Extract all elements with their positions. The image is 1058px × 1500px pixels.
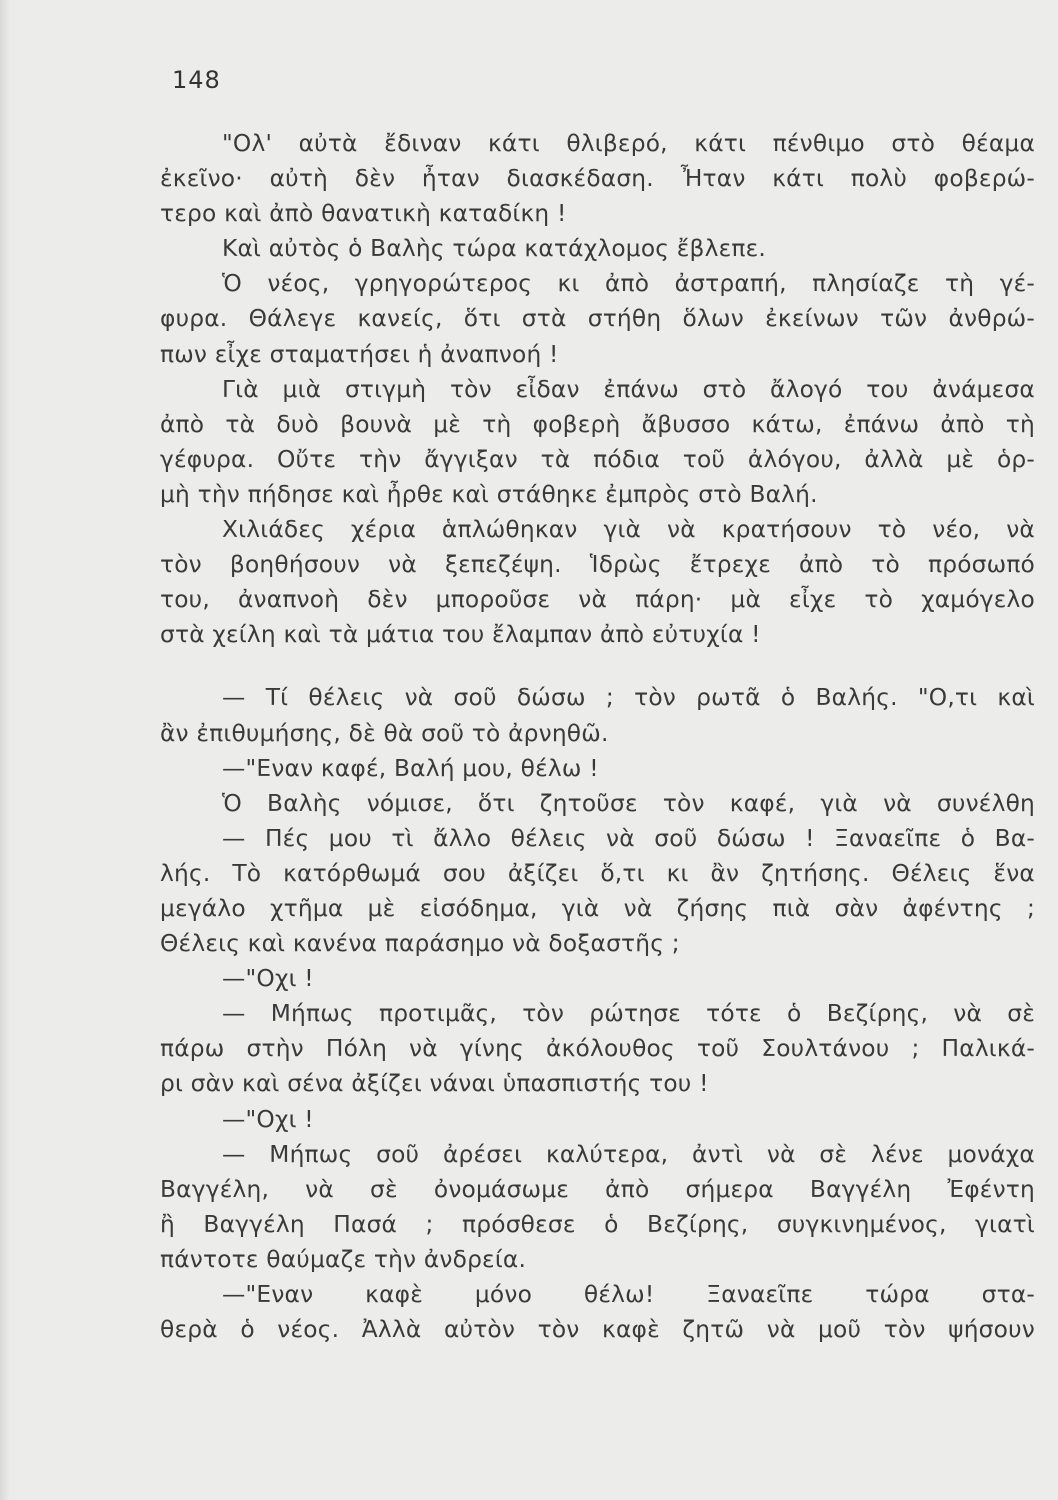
text-line: Καὶ αὐτὸς ὁ Βαλὴς τώρα κατάχλομος ἔβλεπε.: [222, 235, 767, 263]
text-line: "Ολ' αὐτὰ ἔδιναν κάτι θλιβερό, κάτι πένθιμο στὸ θέαμα: [222, 130, 1035, 157]
text-line: —"Οχι !: [222, 965, 314, 993]
text-line: Χιλιάδες χέρια ἁπλώθηκαν γιὰ νὰ κρατήσουν τὸ νέο, νὰ: [222, 516, 1035, 544]
text-line: —"Εναν καφέ, Βαλή μου, θέλω !: [222, 754, 599, 782]
text-line: —"Εναν καφὲ μόνο θέλω! Ξαναεῖπε τώρα στα-: [222, 1281, 1035, 1308]
text-line: φυρα. Θάλεγε κανείς, ὅτι στὰ στήθη ὅλων ἐκείνων τῶν ἀνθρώ-: [160, 305, 1035, 333]
text-line: λής. Τὸ κατόρθωμά σου ἀξίζει ὅ,τι κι ἂν ζητήσης. Θέλεις ἕνα: [160, 859, 1035, 887]
text-line: θερὰ ὁ νέος. Ἀλλὰ αὐτὸν τὸν καφὲ ζητῶ νὰ μοῦ τὸν ψήσουν: [160, 1316, 1035, 1344]
text-line: πάντοτε θαύμαζε τὴν ἀνδρεία.: [160, 1245, 527, 1273]
body-text: [160, 126, 1035, 1347]
text-line: Γιὰ μιὰ στιγμὴ τὸν εἶδαν ἐπάνω στὸ ἄλογό του ἀνάμεσα: [222, 375, 1035, 403]
text-line: τὸν βοηθήσουν νὰ ξεπεζέψη. Ἱδρὼς ἔτρεχε ἀπὸ τὸ πρόσωπό: [160, 551, 1035, 579]
page-number: 148: [172, 66, 221, 94]
page-binding-edge: [0, 0, 10, 1500]
text-line: γέφυρα. Οὔτε τὴν ἄγγιξαν τὰ πόδια τοῦ ἀλόγου, ἀλλὰ μὲ ὁρ-: [160, 445, 1035, 473]
paragraph-gap: [160, 652, 1035, 680]
text-line: Θέλεις καὶ κανένα παράσημο νὰ δοξαστῆς ;: [160, 930, 680, 958]
text-line: πων εἶχε σταματήσει ἡ ἀναπνοή !: [160, 340, 559, 368]
text-line: ρι σὰν καὶ σένα ἀξίζει νάναι ὑπασπιστής του !: [160, 1070, 709, 1098]
text-line: Ὁ νέος, γρηγορώτερος κι ἀπὸ ἀστραπή, πλησίαζε τὴ γέ-: [222, 270, 1035, 298]
text-line: ἢ Βαγγέλη Πασά ; πρόσθεσε ὁ Βεζίρης, συγκινημένος, γιατὶ: [160, 1210, 1035, 1238]
text-line: μὴ τὴν πήδησε καὶ ἦρθε καὶ στάθηκε ἐμπρὸς στὸ Βαλή.: [160, 480, 818, 508]
text-line: του, ἀναπνοὴ δὲν μποροῦσε νὰ πάρη· μὰ εἶχε τὸ χαμόγελο: [160, 586, 1035, 614]
text-line: τερο καὶ ἀπὸ θανατικὴ καταδίκη !: [160, 200, 567, 228]
text-line: ἐκεῖνο· αὐτὴ δὲν ἦταν διασκέδαση. Ἦταν κάτι πολὺ φοβερώ-: [160, 165, 1035, 193]
text-line: Βαγγέλη, νὰ σὲ ὀνομάσωμε ἀπὸ σήμερα Βαγγέλη Ἐφέντη: [160, 1175, 1035, 1203]
text-line: — Μήπως σοῦ ἀρέσει καλύτερα, ἀντὶ νὰ σὲ λένε μονάχα: [222, 1140, 1035, 1168]
text-line: ἂν ἐπιθυμήσης, δὲ θὰ σοῦ τὸ ἀρνηθῶ.: [160, 719, 609, 747]
text-line: — Μήπως προτιμᾶς, τὸν ρώτησε τότε ὁ Βεζίρης, νὰ σὲ: [222, 1000, 1035, 1028]
text-line: ἀπὸ τὰ δυὸ βουνὰ μὲ τὴ φοβερὴ ἄβυσσο κάτω, ἐπάνω ἀπὸ τὴ: [160, 410, 1035, 438]
text-line: — Τί θέλεις νὰ σοῦ δώσω ; τὸν ρωτᾶ ὁ Βαλής. "Ο,τι καὶ: [222, 684, 1035, 712]
text-line: πάρω στὴν Πόλη νὰ γίνης ἀκόλουθος τοῦ Σουλτάνου ; Παλικά-: [160, 1035, 1035, 1063]
text-line: Ὁ Βαλὴς νόμισε, ὅτι ζητοῦσε τὸν καφέ, γιὰ νὰ συνέλθη: [222, 789, 1035, 817]
text-line: στὰ χείλη καὶ τὰ μάτια του ἔλαμπαν ἀπὸ εὐτυχία !: [160, 621, 761, 649]
text-line: — Πές μου τὶ ἄλλο θέλεις νὰ σοῦ δώσω ! Ξαναεῖπε ὁ Βα-: [222, 824, 1035, 852]
text-line: —"Οχι !: [222, 1105, 314, 1133]
text-line: μεγάλο χτῆμα μὲ εἰσόδημα, γιὰ νὰ ζήσης πιὰ σὰν ἀφέντης ;: [160, 894, 1035, 922]
